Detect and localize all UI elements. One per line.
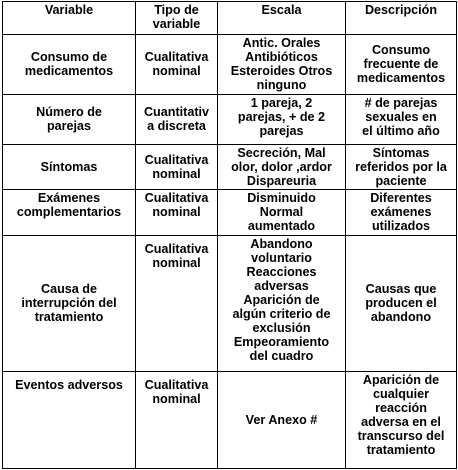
variables-table <box>2 1 457 469</box>
table-row-causa-interrupcion <box>3 235 457 371</box>
cell-escala: Disminuido Normal aumentado <box>218 190 346 235</box>
cell-escala: Ver Anexo # <box>218 372 346 469</box>
cell-descripcion: Causas que producen el abandono <box>346 235 457 371</box>
cell-descripcion: Aparición de cualquier reacción adversa en el transcurso del tratamiento <box>346 372 457 469</box>
header-escala: Escala <box>218 2 346 35</box>
cell-descripcion: Consumo frecuente de medicamentos <box>346 35 457 95</box>
header-row <box>3 2 457 35</box>
cell-descripcion: Diferentes exámenes utilizados <box>346 190 457 235</box>
table-row-consumo-medicamentos <box>3 35 457 95</box>
header-tipo-de-variable: Tipo de variable <box>136 2 218 35</box>
table-row-numero-parejas <box>3 94 457 144</box>
cell-variable: Síntomas <box>3 145 136 190</box>
cell-variable: Consumo de medicamentos <box>3 35 136 95</box>
cell-escala: Antic. Orales Antibióticos Esteroides Otros ninguno <box>218 35 346 95</box>
cell-escala: Abandono voluntario Reacciones adversas Aparición de algún criterio de exclusión Empeoramiento del cuadro <box>218 235 346 371</box>
table-row-eventos-adversos <box>3 372 457 469</box>
header-variable: Variable <box>3 2 136 35</box>
cell-escala: Secreción, Mal olor, dolor ,ardor Dispareuria <box>218 145 346 190</box>
cell-variable: Exámenes complementarios <box>3 190 136 235</box>
table-row-examenes-complementarios <box>3 190 457 235</box>
cell-descripcion: # de parejas sexuales en el último año <box>346 94 457 144</box>
header-descripcion: Descripción <box>346 2 457 35</box>
cell-tipo: Cualitativa nominal <box>136 35 218 95</box>
cell-variable: Eventos adversos <box>3 372 136 469</box>
cell-variable: Número de parejas <box>3 94 136 144</box>
cell-escala: 1 pareja, 2 parejas, + de 2 parejas <box>218 94 346 144</box>
cell-variable: Causa de interrupción del tratamiento <box>3 235 136 371</box>
cell-tipo: Cualitativa nominal <box>136 190 218 235</box>
cell-tipo: Cualitativa nominal <box>136 235 218 371</box>
table-row-sintomas <box>3 145 457 190</box>
cell-tipo: Cuantitativ a discreta <box>136 94 218 144</box>
cell-tipo: Cualitativa nominal <box>136 372 218 469</box>
cell-descripcion: Síntomas referidos por la paciente <box>346 145 457 190</box>
cell-tipo: Cualitativa nominal <box>136 145 218 190</box>
